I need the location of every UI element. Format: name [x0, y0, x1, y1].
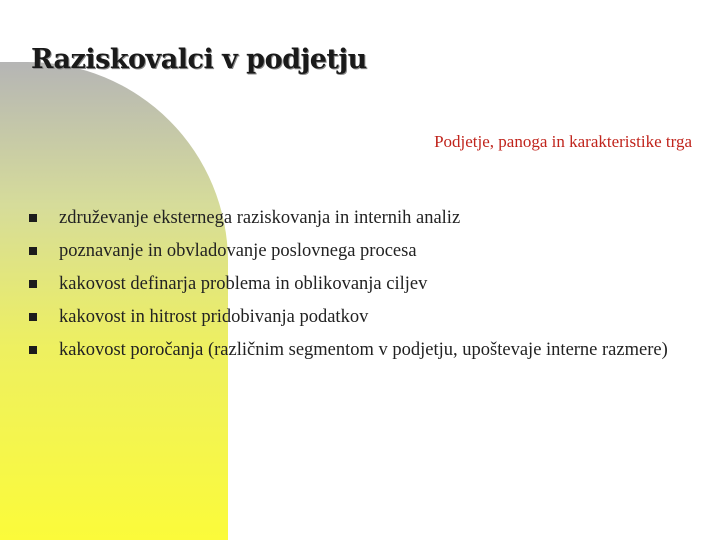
bullet-item: [26, 270, 696, 298]
square-bullet-icon: [29, 280, 37, 288]
bullet-list: [26, 204, 696, 369]
bullet-item: [26, 237, 696, 265]
square-bullet-icon: [29, 346, 37, 354]
bullet-text: kakovost poročanja (različnim segmentom v podjetju, upoštevaje interne razmere): [59, 340, 668, 360]
slide-subtitle: Podjetje, panoga in karakteristike trga: [434, 132, 692, 151]
bullet-item: [26, 303, 696, 331]
bullet-text: kakovost definarja problema in oblikovanja ciljev: [59, 274, 428, 294]
slide-title: Raziskovalci v podjetju: [31, 44, 367, 75]
square-bullet-icon: [29, 214, 37, 222]
bullet-text: poznavanje in obvladovanje poslovnega procesa: [59, 241, 417, 261]
square-bullet-icon: [29, 247, 37, 255]
square-bullet-icon: [29, 313, 37, 321]
bullet-text: kakovost in hitrost pridobivanja podatkov: [59, 307, 369, 327]
bullet-item: [26, 204, 696, 232]
bullet-text: združevanje eksternega raziskovanja in internih analiz: [59, 208, 461, 228]
bullet-item: [26, 336, 696, 364]
